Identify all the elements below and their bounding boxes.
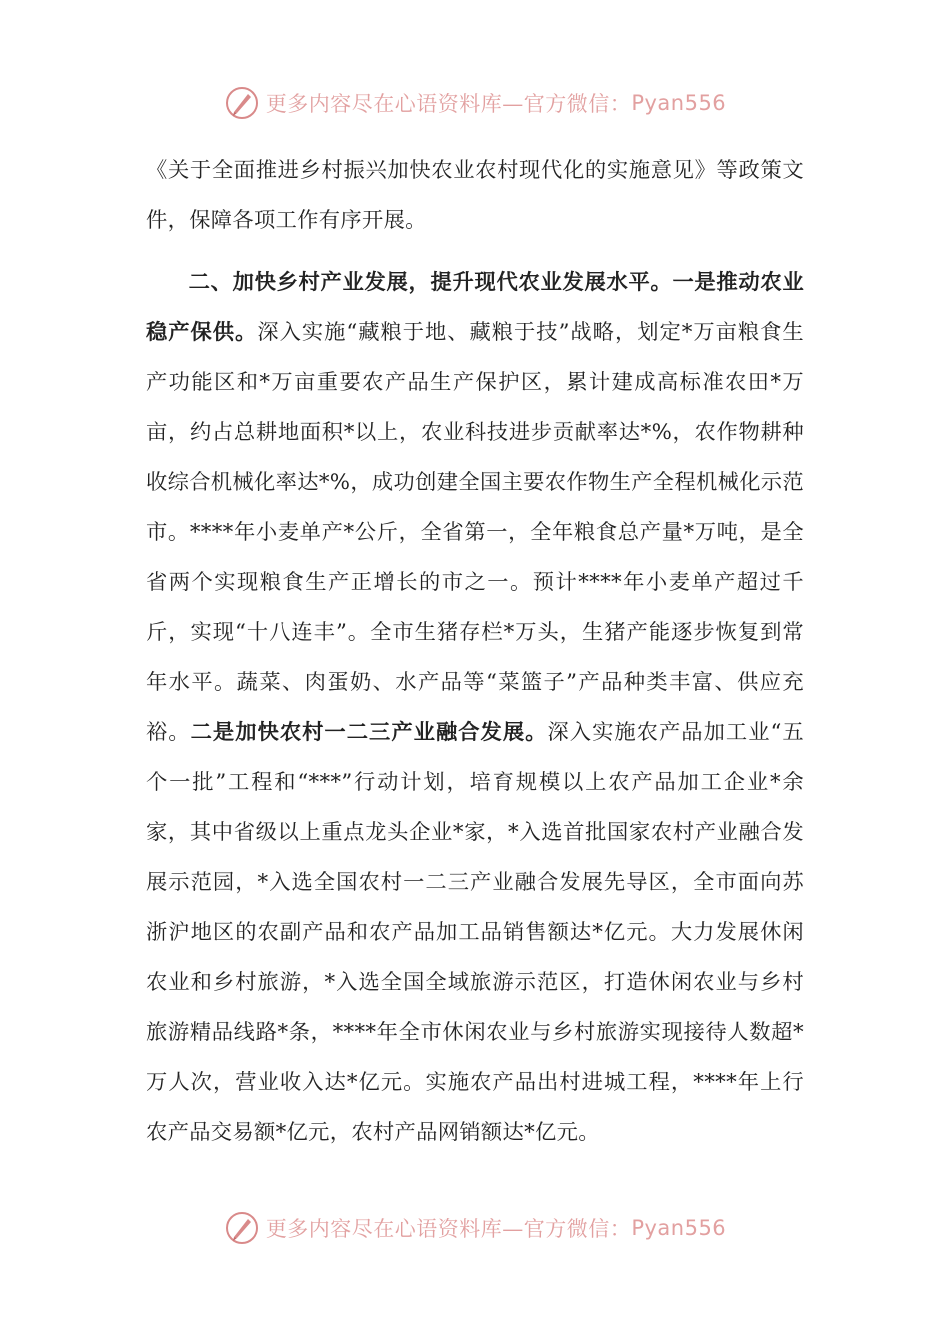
watermark-wechat-id: Pyan556	[631, 91, 727, 115]
pen-quill-icon	[224, 1210, 260, 1246]
section-heading: 二、加快乡村产业发展，提升现代农业发展水平。	[188, 270, 673, 295]
text-segment: 深入实施农产品加工业“五个一批”工程和“***”行动计划，培育规模以上农产品加工企业*余家，其中省级以上重点龙头企业*家，*入选首批国家农村产业融合发展示范园，*入选全国农村一二三产业融合发展先导区，全市面向苏浙沪地区的农副产品和农产品加工品销售额达*亿元。大力发展休闲农业和乡村旅游，*入选全国全域旅游示范区，打造休闲农业与乡村旅游精品线路*条，****年全市休闲农业与乡村旅游实现接待人数超*万人次，营业收入达*亿元。实施农产品出村进城工程，****年上行农产品交易额*亿元，农村产品网销额达*亿元。	[146, 720, 804, 1145]
watermark-text: 更多内容尽在心语资料库—官方微信：	[265, 1217, 632, 1241]
subheading-2: 二是加快农村一二三产业融合发展。	[190, 720, 548, 745]
document-body	[146, 146, 804, 1158]
watermark-header	[0, 85, 950, 121]
paragraph-1	[146, 146, 804, 246]
watermark-footer	[0, 1210, 950, 1246]
pen-quill-icon	[224, 85, 260, 121]
paragraph-2	[146, 258, 804, 1158]
text-segment: 《关于全面推进乡村振兴加快农业农村现代化的实施意见》等政策文件，保障各项工作有序开展。	[146, 158, 804, 233]
subheading-1: 一是推动农业稳产保供。	[146, 270, 804, 345]
text-segment: 深入实施“藏粮于地、藏粮于技”战略，划定*万亩粮食生产功能区和*万亩重要农产品生产保护区，累计建成高标准农田*万亩，约占总耕地面积*以上，农业科技进步贡献率达*%，农作物耕种收综合机械化率达*%，成功创建全国主要农作物生产全程机械化示范市。****年小麦单产*公斤，全省第一，全年粮食总产量*万吨，是全省两个实现粮食生产正增长的市之一。预计****年小麦单产超过千斤，实现“十八连丰”。全市生猪存栏*万头，生猪产能逐步恢复到常年水平。蔬菜、肉蛋奶、水产品等“菜篮子”产品种类丰富、供应充裕。	[146, 320, 804, 745]
watermark-text: 更多内容尽在心语资料库—官方微信：	[265, 92, 632, 116]
watermark-wechat-id: Pyan556	[631, 1216, 727, 1240]
